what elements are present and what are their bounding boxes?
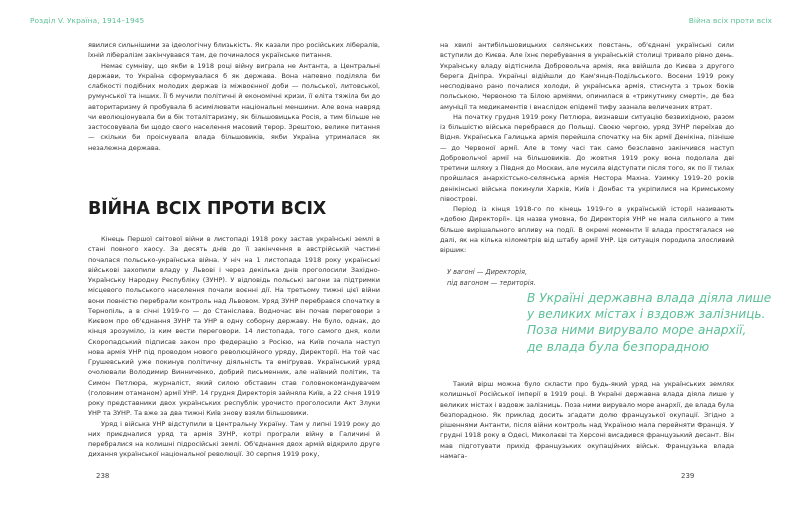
running-head-right: Війна всіх проти всіх bbox=[688, 16, 772, 25]
page-number-left: 238 bbox=[96, 472, 110, 480]
pull-quote-line: у великих містах і вздовж залізниць. bbox=[527, 307, 766, 322]
paragraph: На початку грудня 1919 року Петлюра, визнавши ситуацію безвихідною, разом із більшістю війська перебрався до Польщі. Своєю чергою, уряд ЗУНР переїхав до Відня. Українська Галицька армія перейшла спочатку на бік армії Денікіна, пізніше — до Червоної армії. Але в тому часі так само безславно закінчився наступ Добровольчої армії на більшовиків. До жовтня 1919 року вона подолала дві третини шляху з Півдня до Москви, але мусила відступати після того, як по її тилах пройшлася анархістсько-селянська армія Нестора Махна. Узимку 1919–20 років денікінські війська покинули Харків, Київ і Донбас та укріпилися на Кримському півострові. bbox=[440, 112, 734, 203]
left-section-text bbox=[88, 234, 380, 460]
verse-line: під вагоном — територія. bbox=[447, 278, 536, 287]
section-heading: ВІЙНА ВСІХ ПРОТИ ВСІХ bbox=[88, 199, 327, 219]
running-head-left: Розділ V. Україна, 1914–1945 bbox=[30, 16, 145, 25]
verse bbox=[447, 267, 536, 288]
pull-quote bbox=[527, 290, 787, 355]
right-bottom-text bbox=[440, 379, 734, 461]
paragraph: Період із кінця 1918-го по кінець 1919-го в українській історії називають «добою Директорії». Ця назва умовна, бо Директорія УНР не мала сильного а тим більше вирішального впливу на події. В окремі моменти її влада простягалася не далі, як на кілька кілометрів від штабу армії УНР. Ця ситуація породила злосливий віршик: bbox=[440, 205, 734, 254]
paragraph: Такий вірш можна було скласти про будь-який уряд на українських землях колишньої Російської імперії в 1919 році. В Україні державна влада діяла лише у великих містах і вздовж залізниць. Поза ними вирувало море анархії, де влада була безпорадною. Як приклад досить згадати долю французької окупації. Згідно з рішеннями Антанти, після війни контроль над Україною мала перейняти Франція. У грудні 1918 року в Одесі, Миколаєві та Херсоні висадився французький десант. Він мав підготувати прихід французьких окупаційних військ. Французька влада намага- bbox=[440, 380, 734, 460]
paragraph: Уряд і війська УНР відступили в Центральну Україну. Там у липні 1919 року до них приєдналися уряд та армія ЗУНР, котрі програли війну в Галичині й перебралися на колишні підросійські землі. Об'єднання двох армій відкрило друге дихання української національної революції. 30 серпня 1919 року, bbox=[88, 419, 380, 459]
verse-line: У вагоні — Директорія, bbox=[447, 268, 528, 276]
page-number-right: 239 bbox=[681, 472, 695, 480]
pull-quote-line: В Україні державна влада діяла лише bbox=[527, 291, 772, 305]
pull-quote-line: Поза ними вирувало море анархії, bbox=[527, 323, 747, 338]
pull-quote-line: де влада була безпорадною bbox=[527, 339, 710, 354]
paragraph: на хвилі антибільшовицьких селянських повстань, об'єднані українські сили вступили до Києва. Але їхнє перебування в українській столиці тривало рівно день. Українську владу відтіснила Добровольча армія, яка ввійшла до Києва з другого берега Дніпра. Українці відійшли до Кам'янця-Подільського. Восени 1919 року несподівано рано почалися холоди, й українська армія, стиснута з трьох боків польською, Червоною та Білою арміями, опинилася в «трикутнику смерті», де без амуніції та медикаментів і внаслідок епідемії тифу зазнала величезних втрат. bbox=[440, 41, 734, 111]
left-top-text bbox=[88, 40, 380, 153]
paragraph: явилися сильнішими за ідеологічну близькість. Як казали про російських лібералів, їхній лібералізм закінчувався там, де починалося українське питання. bbox=[88, 41, 380, 60]
paragraph: Немає сумніву, що якби в 1918 році війну виграла не Антанта, а Центральні держави, то Україна сформувалася б як держава. Вона напевно поділяла би слабкості подібних молодих держав із міжвоєнної доби — польської, литовської, румунської та інших. Її б мучили політичні й економічні кризи, її еліта тяжіла би до авторитаризму й пробувала б асимілювати національні меншини. Але вона навряд чи еволюціонувала би в бік тоталітаризму, як більшовицька Росія, а тим більше не застосовувала би щодо свого населення масовий терор. Зрештою, велике питання — скільки би проіснувала влада більшовиків, якби Україна утрималася як незалежна держава. bbox=[88, 61, 380, 152]
paragraph: Кінець Першої світової війни в листопаді 1918 року застав українські землі в стані повного хаосу. За десять днів до її закінчення в австрійській частині почалася польсько-українська війна. У ніч на 1 листопада 1918 року українські військові захопили владу у Львові і через декілька днів проголосили Західно-Українську Народну Республіку (ЗУНР). У відповідь польські загони за підтримки місцевого польського населення почали воєнні дії. На третьому тижні цієї війни вони повністю перебрали контроль над Львовом. Уряд ЗУНР перебрався спочатку в Тернопіль, а в січні 1919-го — до Станіслава. Водночас він почав переговори з Києвом про об'єднання ЗУНР та УНР в одну соборну державу. Не було, однак, до кінця зрозуміло, із ким вести переговори. 14 листопада, того самого дня, коли Скоропадський підписав закон про федерацію з Росією, на Київ почала наступ нова армія УНР під проводом нового революційного уряду, Директорії. На той час Грушевський уже покинув політичну діяльність та еміґрував. Український уряд очолювали Володимир Винниченко, добрий письменник, але наївний політик, та Симон Петлюра, журналіст, який силою обставин став головнокомандувачем (головним отаманом) армії УНР. 14 грудня Директорія зайняла Київ, а 22 січня 1919 року представники двох українських республік урочисто проголосили Акт Злуки УНР та ЗУНР. Та вже за два тижні Київ знову взяли більшовики. bbox=[88, 235, 380, 418]
right-top-text bbox=[440, 40, 734, 255]
